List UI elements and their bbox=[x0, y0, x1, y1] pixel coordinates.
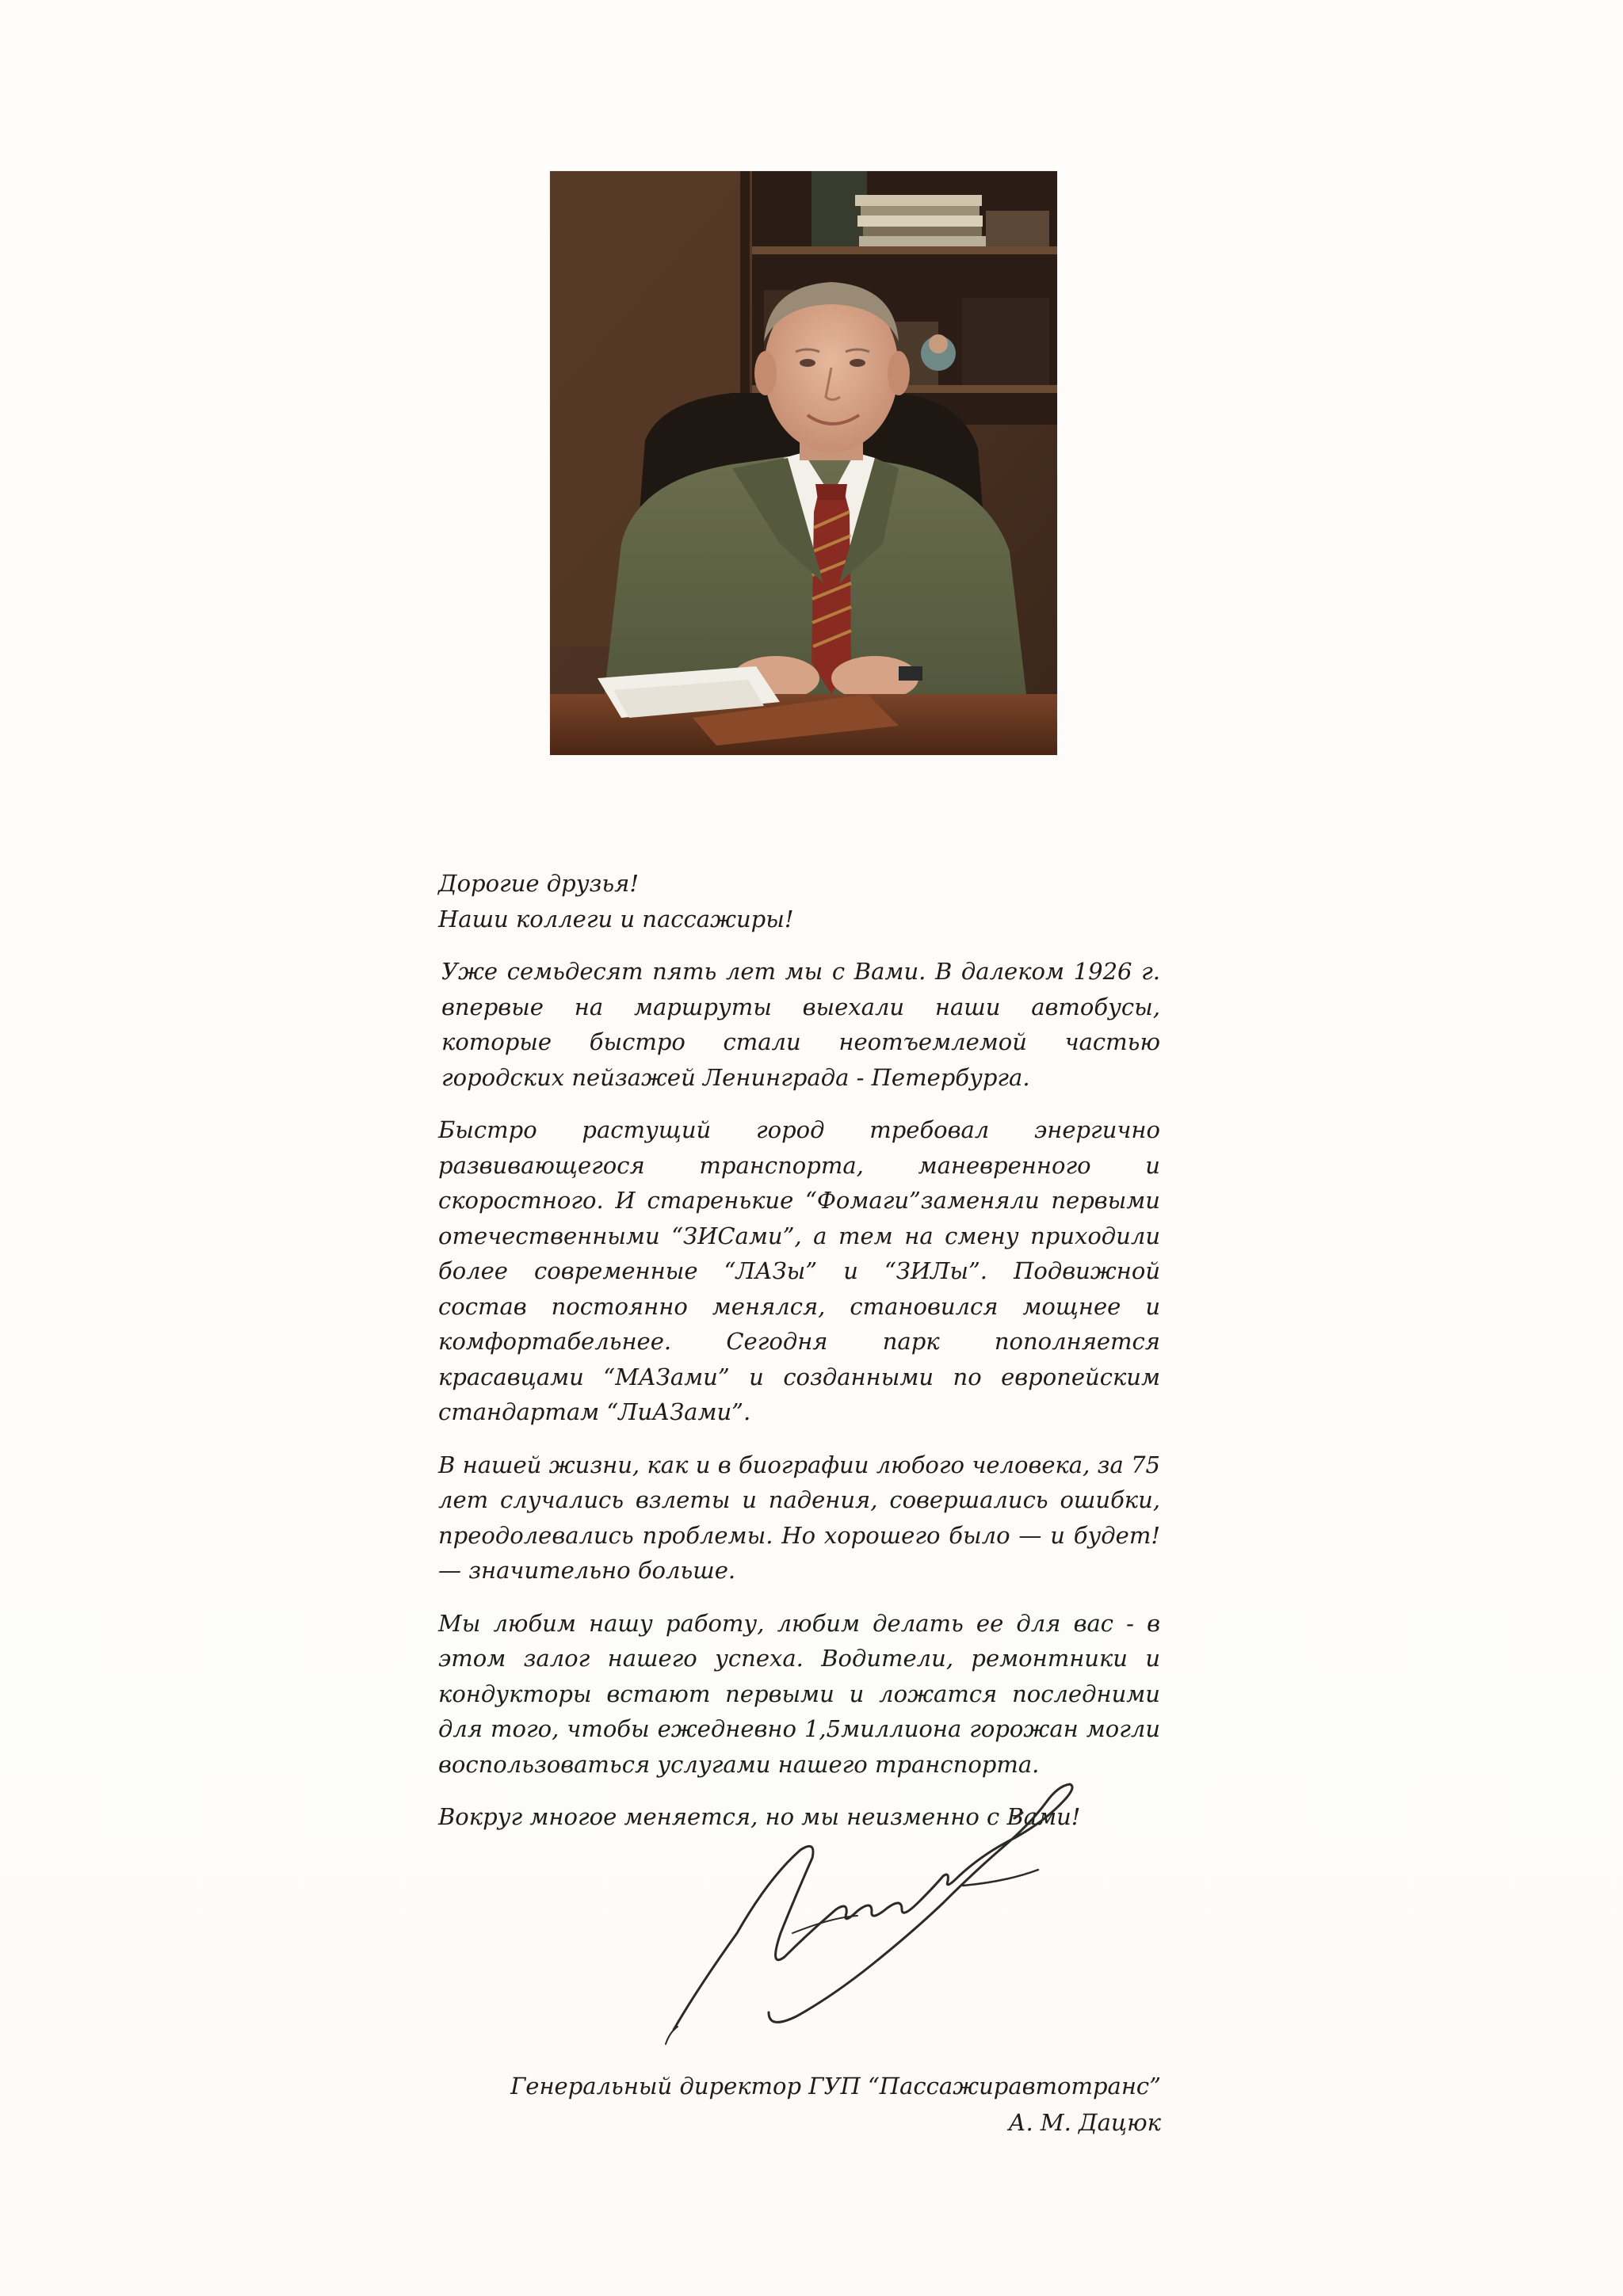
portrait-illustration bbox=[550, 171, 1057, 755]
paragraph-2: Быстро растущий город требовал энергично развивающегося транспорта, маневренного и скоростного. И старенькие “Фомаги”заменяли первыми отечественными “ЗИСами”, а тем на смену приходили более современные “ЛАЗы” и “ЗИЛы”. Подвижной состав постоянно менялся, становился мощнее и комфортабельнее. Сегодня парк пополняется красавцами “МАЗами” и созданными по европейским стандартам “ЛиАЗами”. bbox=[438, 1116, 1160, 1425]
paragraph-5: Вокруг многое меняется, но мы неизменно с Вами! bbox=[438, 1803, 1081, 1830]
signature-stroke bbox=[650, 1775, 1165, 2052]
greeting-line-2: Наши коллеги и пассажиры! bbox=[438, 905, 794, 933]
handwritten-signature bbox=[650, 1775, 1165, 2052]
paragraph-3: В нашей жизни, как и в биографии любого человека, за 75 лет случались взлеты и падения, совершались ошибки, преодолевались проблемы. Но хорошего было — и будет! — значительно больше. bbox=[438, 1451, 1160, 1584]
paragraph-4: Мы любим нашу работу, любим делать ее для вас - в этом залог нашего успеха. Водители, ремонтники и кондукторы встают первыми и ложатся последними для того, чтобы ежедневно 1,5миллиона горожан могли воспользоваться услугами нашего транспорта. bbox=[438, 1609, 1160, 1778]
letter-body bbox=[438, 866, 1160, 1835]
director-photo bbox=[550, 171, 1057, 755]
signer-name: А. М. Дацюк bbox=[1008, 2109, 1161, 2136]
signer-block bbox=[510, 2068, 1161, 2141]
greeting-line-1: Дорогие друзья! bbox=[438, 870, 639, 897]
signer-position: Генеральный директор ГУП “Пассажиравтотранс” bbox=[510, 2073, 1161, 2100]
paragraph-1: Уже семьдесят пять лет мы с Вами. В далеком 1926 г. впервые на маршруты выехали наши автобусы, которые быстро стали неотъемлемой частью городских пейзажей Ленинграда - Петербурга. bbox=[441, 958, 1160, 1091]
